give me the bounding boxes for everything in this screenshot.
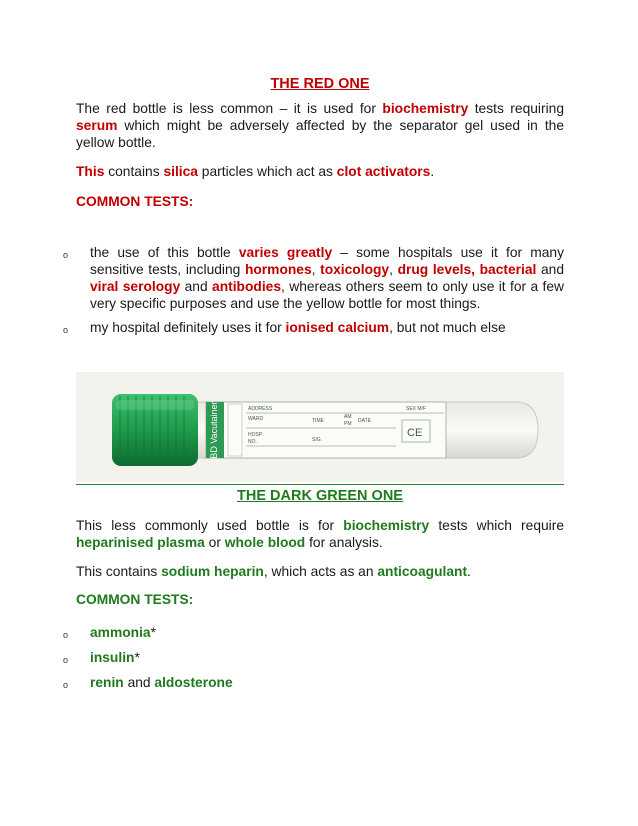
text-run: , whereas others seem to only use it for a few very specific purposes and use the yellow bottle for most things. [90,279,564,311]
highlighted-term: ammonia [90,625,151,640]
green-tube-photo [76,372,564,482]
text-run: , but not much else [389,320,506,335]
bullet-icon: o [63,655,69,665]
bullet-icon: o [63,630,69,640]
highlighted-term: ionised calcium [285,320,390,335]
svg-text:PM: PM [344,421,352,427]
highlighted-term: hormones [244,262,312,277]
bullet-icon: o [63,250,69,260]
highlighted-term: anticoagulant [377,564,468,579]
svg-text:AM: AM [344,414,352,420]
svg-text:NO.: NO. [248,439,257,445]
highlighted-term: varies greatly [238,245,333,260]
text-run: , which acts as an [263,564,378,579]
text-run: . [467,564,471,579]
text-run: or [204,535,225,550]
list-item [63,624,564,641]
highlighted-term: biochemistry [382,101,469,116]
bullet-icon: o [63,325,69,335]
highlighted-term: toxicology [320,262,390,277]
bullet-icon: o [63,680,69,690]
highlighted-term: serum [76,118,118,133]
red-section-title: THE RED ONE [270,76,370,92]
highlighted-term: viral serology [90,279,181,294]
green-section-title: THE DARK GREEN ONE [237,488,403,504]
highlighted-term: clot activators [336,164,431,179]
text-run: * [150,625,156,640]
text-run: . [430,164,435,179]
text-run: tests which require [429,518,564,533]
svg-text:WARD: WARD [248,416,264,422]
green-common-tests-label: COMMON TESTS: [76,592,194,607]
highlighted-term: whole blood [224,535,306,550]
highlighted-term: renin [90,675,124,690]
text-run: – some hospitals use it for many sensitive tests, including [90,245,564,277]
list-item [63,244,565,312]
text-run: my hospital definitely uses it for [90,320,286,335]
red-tests-list [63,244,565,336]
blood-tube-image [76,372,564,482]
section-divider [76,484,564,485]
green-paragraph-1 [76,517,564,551]
svg-text:TIME: TIME [312,418,324,424]
svg-text:CE: CE [407,427,423,439]
text-run: , [389,262,398,277]
svg-text:ADDRESS: ADDRESS [248,406,273,412]
svg-text:SEX M/F: SEX M/F [406,406,427,412]
highlighted-term: antibodies [212,279,282,294]
text-run: , [311,262,321,277]
list-item [63,319,564,336]
text-run: The red bottle is less common – it is used for [76,101,383,116]
red-common-tests-label: COMMON TESTS: [76,194,194,209]
tube-brand-text: BD Vacutainer [209,401,219,459]
list-item [63,649,564,666]
highlighted-term: drug levels, bacterial [397,262,537,277]
text-run: This contains [76,564,162,579]
text-run: and [536,262,565,277]
text-run: This less commonly used bottle is for [76,518,344,533]
svg-text:SIG.: SIG. [312,437,323,443]
text-run: tests requiring [468,101,564,116]
text-run: * [134,650,140,665]
green-paragraph-2 [76,563,564,580]
text-run: and [180,279,213,294]
text-run: and [123,675,155,690]
highlighted-term: insulin [90,650,135,665]
highlighted-term: sodium heparin [161,564,264,579]
green-tests-list [63,624,564,691]
highlighted-term: heparinised plasma [76,535,205,550]
text-run: the use of this bottle [90,245,239,260]
text-run: for analysis. [305,535,383,550]
highlighted-term: biochemistry [343,518,430,533]
svg-text:HOSP.: HOSP. [248,432,263,438]
red-paragraph-2 [76,163,564,180]
red-paragraph-1 [76,100,564,151]
highlighted-term: silica [163,164,198,179]
highlighted-term: This [76,164,105,179]
text-run: contains [104,164,164,179]
highlighted-term: aldosterone [154,675,233,690]
list-item [63,674,564,691]
text-run: particles which act as [197,164,337,179]
text-run: which might be adversely affected by the separator gel used in the yellow bottle. [76,118,564,150]
svg-text:DATE: DATE [358,418,371,424]
